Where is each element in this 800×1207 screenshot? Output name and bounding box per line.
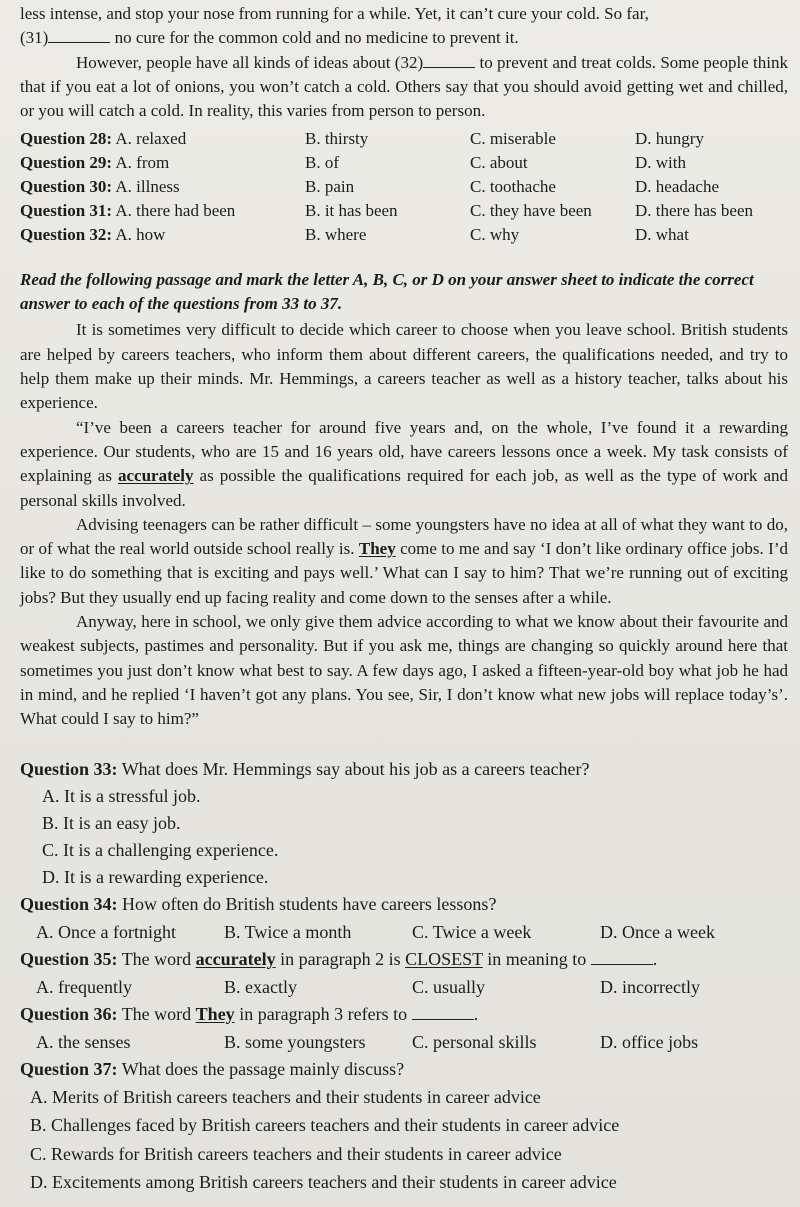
cloze-para2-rest: to prevent and treat colds. Some people think that if you eat a lot of onions, you won’t catch a cold. Others say that you should avoid getting wet and chilled, or you will catch a cold. In reality, this varies from person to person. <box>20 52 789 121</box>
passage-paragraph-4: Anyway, here in school, we only give them advice according to what we know about their favourite and weakest subjects, pastimes and personality. But if you ask me, things are changing so quickly around here that sometimes you just don’t know what best to say. A few days ago, I asked a fifteen-year-old boy what job he had in mind, and he replied ‘I haven’t got any plans. You see, Sir, I don’t know what new jobs will replace today’s’. What could I say to him?” <box>20 612 788 729</box>
option-d: D. Excitements among British careers teachers and their students in career advice <box>30 1172 617 1193</box>
option-a: A. how <box>115 225 166 245</box>
underlined-word-accurately: accurately <box>117 466 194 486</box>
answer-blank <box>412 1006 474 1020</box>
option-a: A. there had been <box>115 201 236 221</box>
question-text: in paragraph 2 is <box>275 948 406 969</box>
option-b: B. pain <box>305 177 355 197</box>
question-row <box>20 199 788 223</box>
cloze-para2-start: However, people have all kinds of ideas about (32) <box>76 52 424 72</box>
question-row <box>20 175 788 199</box>
option-d: D. incorrectly <box>600 976 700 997</box>
option-a: A. relaxed <box>115 129 187 149</box>
options <box>20 918 788 946</box>
passage-paragraph-3 <box>20 513 788 610</box>
passage-paragraph-2 <box>20 416 788 513</box>
cloze-question-grid <box>20 127 788 247</box>
options <box>20 1083 788 1197</box>
option-b: B. where <box>305 225 367 245</box>
cloze-tail-paragraph <box>20 2 788 51</box>
question-stem <box>20 891 788 918</box>
question-text: . <box>473 1003 479 1024</box>
answer-blank <box>591 951 653 965</box>
cloze-line-2: no cure for the common cold and no medicine to prevent it. <box>110 28 519 48</box>
option-d: D. with <box>635 153 686 173</box>
options <box>20 1028 788 1056</box>
passage-text: as possible the qualifications required for each job, as well as the type of work and personal skills involved. <box>20 466 788 510</box>
option-b: B. Challenges faced by British careers teachers and their students in career advice <box>30 1115 620 1136</box>
option-b: B. some youngsters <box>224 1031 366 1052</box>
question-36 <box>20 1001 788 1056</box>
option-d: D. there has been <box>635 201 754 221</box>
option-d: D. what <box>635 225 689 245</box>
option-c: C. toothache <box>470 177 556 197</box>
question-label: Question 32: <box>20 225 113 245</box>
option-a: A. the senses <box>36 1031 131 1052</box>
question-label: Question 28: <box>20 129 113 149</box>
question-text: The word <box>117 948 196 969</box>
underlined-word-they: They <box>358 539 396 559</box>
option-c: C. they have been <box>470 201 592 221</box>
question-row <box>20 127 788 151</box>
question-text: in paragraph 3 refers to <box>234 1003 412 1024</box>
options <box>20 783 788 891</box>
question-text: What does the passage mainly discuss? <box>117 1058 405 1079</box>
question-label: Question 31: <box>20 201 113 221</box>
question-37 <box>20 1056 788 1197</box>
question-label: Question 35: <box>20 948 118 969</box>
closest-word: CLOSEST <box>405 948 483 969</box>
question-row <box>20 223 788 247</box>
passage-text: come to me and say ‘I don’t like ordinary office jobs. I’d like to do something that is exciting and pays well.’ What can I say to him? That we’re running out of exciting jobs? But they usually end up facing reality and come down to the senses after a while. <box>20 539 788 607</box>
blank-31 <box>48 29 110 43</box>
question-35 <box>20 946 788 1001</box>
option-a: A. Merits of British careers teachers and their students in career advice <box>30 1086 541 1107</box>
passage-paragraph-1: It is sometimes very difficult to decide which career to choose when you leave school. British students are helped by careers teachers, who inform them about different careers, the qualifications needed, and try to help them make up their minds. Mr. Hemmings, a careers teacher as well as a history teacher, talks about his experience. <box>20 320 788 413</box>
option-d: D. hungry <box>635 129 704 149</box>
question-stem <box>20 1056 788 1083</box>
question-label: Question 30: <box>20 177 113 197</box>
option-d: D. headache <box>635 177 720 197</box>
option-c: C. why <box>470 225 520 245</box>
blank-31-number: (31) <box>20 28 49 48</box>
option-d: D. Once a week <box>600 921 715 942</box>
option-b: B. it has been <box>305 201 398 221</box>
option-a: A. from <box>115 153 170 173</box>
question-label: Question 34: <box>20 893 118 914</box>
option-b: B. exactly <box>224 976 297 997</box>
question-stem <box>20 756 788 783</box>
question-label: Question 36: <box>20 1003 118 1024</box>
option-c: C. about <box>470 153 528 173</box>
option-c: C. usually <box>412 976 486 997</box>
question-text: The word <box>117 1003 196 1024</box>
underlined-word: accurately <box>195 948 276 969</box>
question-33 <box>20 756 788 891</box>
option-a: A. Once a fortnight <box>36 921 176 942</box>
question-stem <box>20 946 788 973</box>
underlined-word: They <box>195 1003 235 1024</box>
option-a: A. It is a stressful job. <box>42 785 201 806</box>
option-b: B. thirsty <box>305 129 369 149</box>
question-text: in meaning to <box>482 948 591 969</box>
option-b: B. It is an easy job. <box>42 812 181 833</box>
option-b: B. of <box>305 153 339 173</box>
question-text: How often do British students have careers lessons? <box>117 893 497 914</box>
option-a: A. frequently <box>36 976 132 997</box>
option-d: D. office jobs <box>600 1031 699 1052</box>
option-d: D. It is a rewarding experience. <box>42 866 269 887</box>
option-c: C. Twice a week <box>412 921 532 942</box>
option-c: C. miserable <box>470 129 556 149</box>
question-text: . <box>652 948 658 969</box>
question-row <box>20 151 788 175</box>
cloze-line-1: less intense, and stop your nose from running for a while. Yet, it can’t cure your cold. So far, <box>20 4 649 23</box>
blank-32 <box>423 54 475 68</box>
question-stem <box>20 1001 788 1028</box>
question-label: Question 33: <box>20 758 118 779</box>
option-c: C. Rewards for British careers teachers and their students in career advice <box>30 1143 562 1164</box>
options <box>20 973 788 1001</box>
option-b: B. Twice a month <box>224 921 352 942</box>
reading-instruction: Read the following passage and mark the letter A, B, C, or D on your answer sheet to indicate the correct answer to each of the questions from 33 to 37. <box>20 270 754 314</box>
question-label: Question 29: <box>20 153 113 173</box>
passage-text: Advising teenagers can be rather difficult – some youngsters have no idea at all of what they want to do, or of what the real world outside school really is. <box>20 514 788 559</box>
question-text: What does Mr. Hemmings say about his job as a careers teacher? <box>117 758 590 779</box>
cloze-paragraph-2 <box>20 51 788 124</box>
option-c: C. It is a challenging experience. <box>42 839 279 860</box>
passage-text: “I’ve been a careers teacher for around five years and, on the whole, I’ve found it a rewarding experience. Our students, who are 15 and 16 years old, have careers lessons once a week. My task consists of explaining as <box>20 417 788 486</box>
question-label: Question 37: <box>20 1058 118 1079</box>
question-34 <box>20 891 788 946</box>
option-a: A. illness <box>115 177 180 197</box>
option-c: C. personal skills <box>412 1031 537 1052</box>
